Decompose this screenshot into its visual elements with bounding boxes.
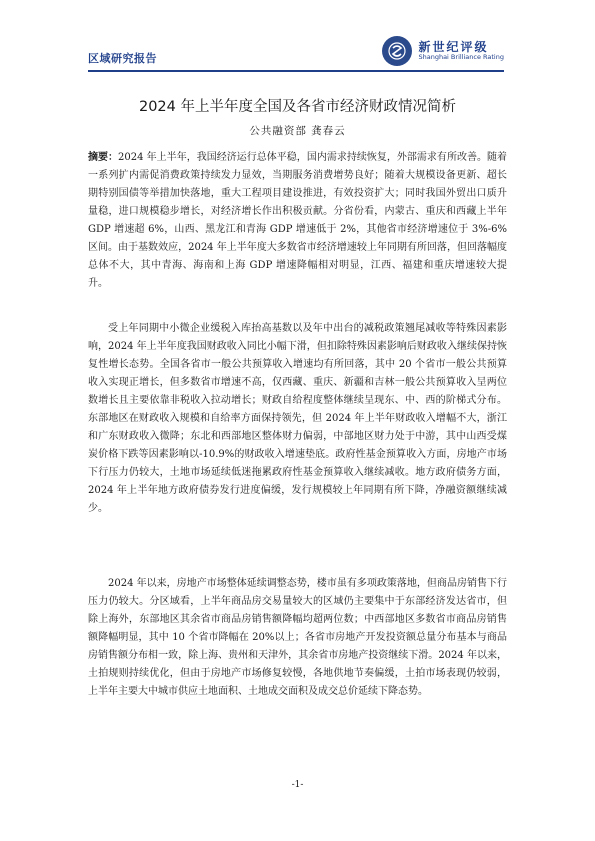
brand-name: 新世纪评级 [418, 39, 489, 54]
body-paragraph-2: 2024 年以来，房地产市场整体延续调整态势，楼市虽有多项政策落地，但商品房销售下行压力仍较大。分区域看，上半年商品房交易量较大的区域仍主要集中于东部经济发达省市，但除上海外，东部地区其余省市商品房销售额降幅均超两位数；中西部地区多数省市商品房销售额降幅明显，其中 10 个省市降幅在 20%以上；各省市房地产开发投资额总量分布基本与商品房销售额分布相一致，除上海、贵州和天津外，其余省市房地产投资继续下滑。2024 年以来，土拍规则持续优化，但由于房地产市场修复较慢，各地供地节奏偏缓，土拍市场表现仍较弱，上半年主要大中城市供应土地面积、土地成交面积及成交总价延续下降态势。 [88, 578, 507, 697]
abstract-paragraph [88, 149, 507, 293]
header-divider [88, 70, 504, 72]
body-paragraph-1: 受上年同期中小微企业缓税入库抬高基数以及年中出台的减税政策翘尾减收等特殊因素影响，2024 年上半年度我国财政收入同比小幅下滑，但扣除特殊因素影响后财政收入继续保持恢复性增长态势。全国各省市一般公共预算收入增速均有所回落，其中 20 个省市一般公共预算收入实现正增长，但多数省市增速不高，仅西藏、重庆、新疆和吉林一般公共预算收入呈两位数增长且主要依靠非税收入拉动增长；财政自给程度整体继续呈现东、中、西的阶梯式分布。东部地区在财政收入规模和自给率方面保持领先，但 2024 年上半年财政收入增幅不大，浙江和广东财政收入微降；东北和西部地区整体财力偏弱，中部地区财力处于中游，其中山西受煤炭价格下跌等因素影响以-10.9%的财政收入增速垫底。政府性基金预算收入方面，房地产市场下行压力仍较大，土地市场延续低迷拖累政府性基金预算收入继续减收。地方政府债务方面，2024 年上半年地方政府债券发行进度偏缓，发行规模较上年同期有所下降，净融资额继续减少。 [88, 323, 507, 514]
section-label: 区域研究报告 [88, 52, 157, 65]
page-header [88, 32, 504, 72]
document-title: 2024 年上半年度全国及各省市经济财政情况简析 [138, 99, 456, 115]
brand [382, 34, 504, 68]
document-author: 公共融资部 龚春云 [249, 125, 346, 137]
page-number: -1- [291, 780, 304, 790]
brand-subtitle: Shanghai Brilliance Rating [418, 53, 504, 62]
abstract-text: 2024 年上半年，我国经济运行总体平稳，国内需求持续恢复，外部需求有所改善。随着一系列扩内需促消费政策持续发力显效，当期服务消费增势良好；随着大规模设备更新、超长期特别国债等举措加快落地，重大工程项目建设推进，有效投资扩大；同时我国外贸出口质升量稳，进口规模稳步增长，对经济增长作出积极贡献。分省份看，内蒙古、重庆和西藏上半年 GDP 增速超 6%，山西、黑龙江和青海 GDP 增速低于 2%，其他省市经济增速位于 3%-6%区间。由于基数效应，2024 年上半年度大多数省市经济增速较上年同期有所回落，但回落幅度总体不大，其中青海、海南和上海 GDP 增速降幅相对明显，江西、福建和重庆增速较大提升。 [88, 152, 507, 289]
brand-text [418, 41, 504, 61]
abstract-label: 摘要： [88, 152, 119, 163]
brand-logo-icon [382, 36, 412, 66]
